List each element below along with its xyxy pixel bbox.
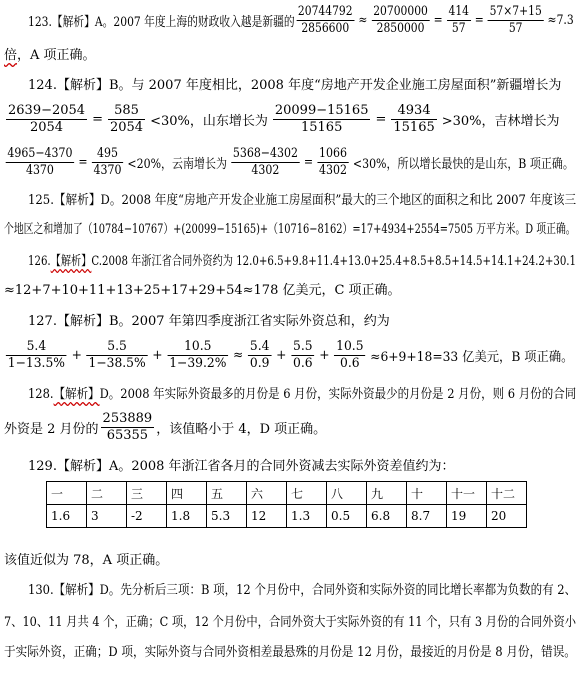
q123-fraction-4: $\frac{57\times 7+15}{57}$ [489, 4, 542, 36]
q127-line2: $\frac{5.4}{1-13.5\%}$ + $\frac{5.5}{1-38.5\%}$ + $\frac{10.5}{1-39.2\%}$ ≈ $\frac{5.4}{0.9}$ + $\frac{5.5}{0.6}$ + $\frac{10.5}{0.6}$ ≈6+9+18=33 亿美元，B 项正确。 [7, 339, 574, 371]
q128-line2: 外资是 2 月份的 $\frac{253889}{65355}$ ，该值略小于 4，D 项正确。 [4, 411, 327, 443]
q129-table [46, 481, 527, 528]
q123-fraction-3: $\frac{414}{57}$ [448, 4, 470, 36]
q130-line3: 于实际外资，正确；D 项，实际外资与合同外资相差最悬殊的月份是 12 月份，最接近的月份是 8 月份，错误。 [4, 645, 576, 660]
q127-line1: 127.【解析】B。2007 年第四季度浙江省实际外资总和，约为 [28, 314, 390, 329]
q123-fraction-2: $\frac{20700000}{2850000}$ [373, 4, 428, 36]
q128-line1: 128.【解析】D。2008 年实际外资最多的月份是 6 月份，实际外资最少的月份是 2 月份，则 6 月份的合同 [28, 387, 577, 402]
q126-line2: ≈12+7+10+11+13+25+17+29+54≈178 亿美元，C 项正确。 [4, 283, 401, 298]
q130-line1: 130.【解析】D。先分析后三项：B 项，12 个月份中，合同外资和实际外资的同比增长率都为负数的有 2、 [28, 583, 577, 598]
q124-line2: $\frac{2639-2054}{2054}$ = $\frac{585}{2054}$ <30%，山东增长为 $\frac{20099-15165}{15165}$ = $\frac{4934}{15165}$ >30%，吉林增长为 [8, 103, 560, 135]
q123-line1: 123.【解析】A。2007 年度上海的财政收入越是新疆的 $\frac{20744792}{2856600}$ ≈ $\frac{20700000}{2850000}$ = $\frac{414}{57}$ = $\frac{57\times 7+15}{57}$ ≈7.3 [28, 4, 574, 36]
q129-line1: 129.【解析】A。2008 年浙江省各月的合同外资减去实际外资差值约为： [28, 459, 455, 474]
q124-line1: 124.【解析】B。与 2007 年度相比，2008 年度“房地产开发企业施工房屋面积”新疆增长为 [28, 78, 562, 93]
q124-line3: $\frac{4965-4370}{4370}$ = $\frac{495}{4370}$ <20%，云南增长为 $\frac{5368-4302}{4302}$ = $\frac{1066}{4302}$ <30%，所以增长最快的是山东，B 项正确。 [7, 146, 574, 178]
q125-line2: 个地区之和增加了（10784−10767）+(20099−15165)+（10716−8162）=17+4934+2554=7505 万平方米。D 项正确。 [4, 222, 576, 237]
q130-line2: 7、10、11 月共 4 个，正确；C 项，12 个月份中，合同外资大于实际外资的有 11 个，只有 3 月份的合同外资小 [4, 615, 577, 630]
q123-lead: 123.【解析】A。2007 年度上海的财政收入越是新疆的 [28, 15, 295, 30]
q123-fraction-1: $\frac{20744792}{2856600}$ [297, 4, 353, 36]
q123-line2: 倍，A 项正确。 [4, 48, 96, 63]
q126-line1: 126.【解析】C.2008 年浙江省合同外资约为 12.0+6.5+9.8+11.4+13.0+25.4+8.5+8.5+14.5+14.1+24.2+30.1 [28, 254, 577, 269]
q125-line1: 125.【解析】D。2008 年度“房地产开发企业施工房屋面积”最大的三个地区的面积之和比 2007 年度该三 [28, 193, 577, 208]
table-row: 1.6 3 -2 1.8 5.3 12 1.3 0.5 6.8 8.7 19 20 [47, 505, 527, 528]
q129-line2: 该值近似为 78，A 项正确。 [4, 553, 169, 568]
table-row: 一 二 三 四 五 六 七 八 九 十 十一 十二 [47, 482, 527, 505]
